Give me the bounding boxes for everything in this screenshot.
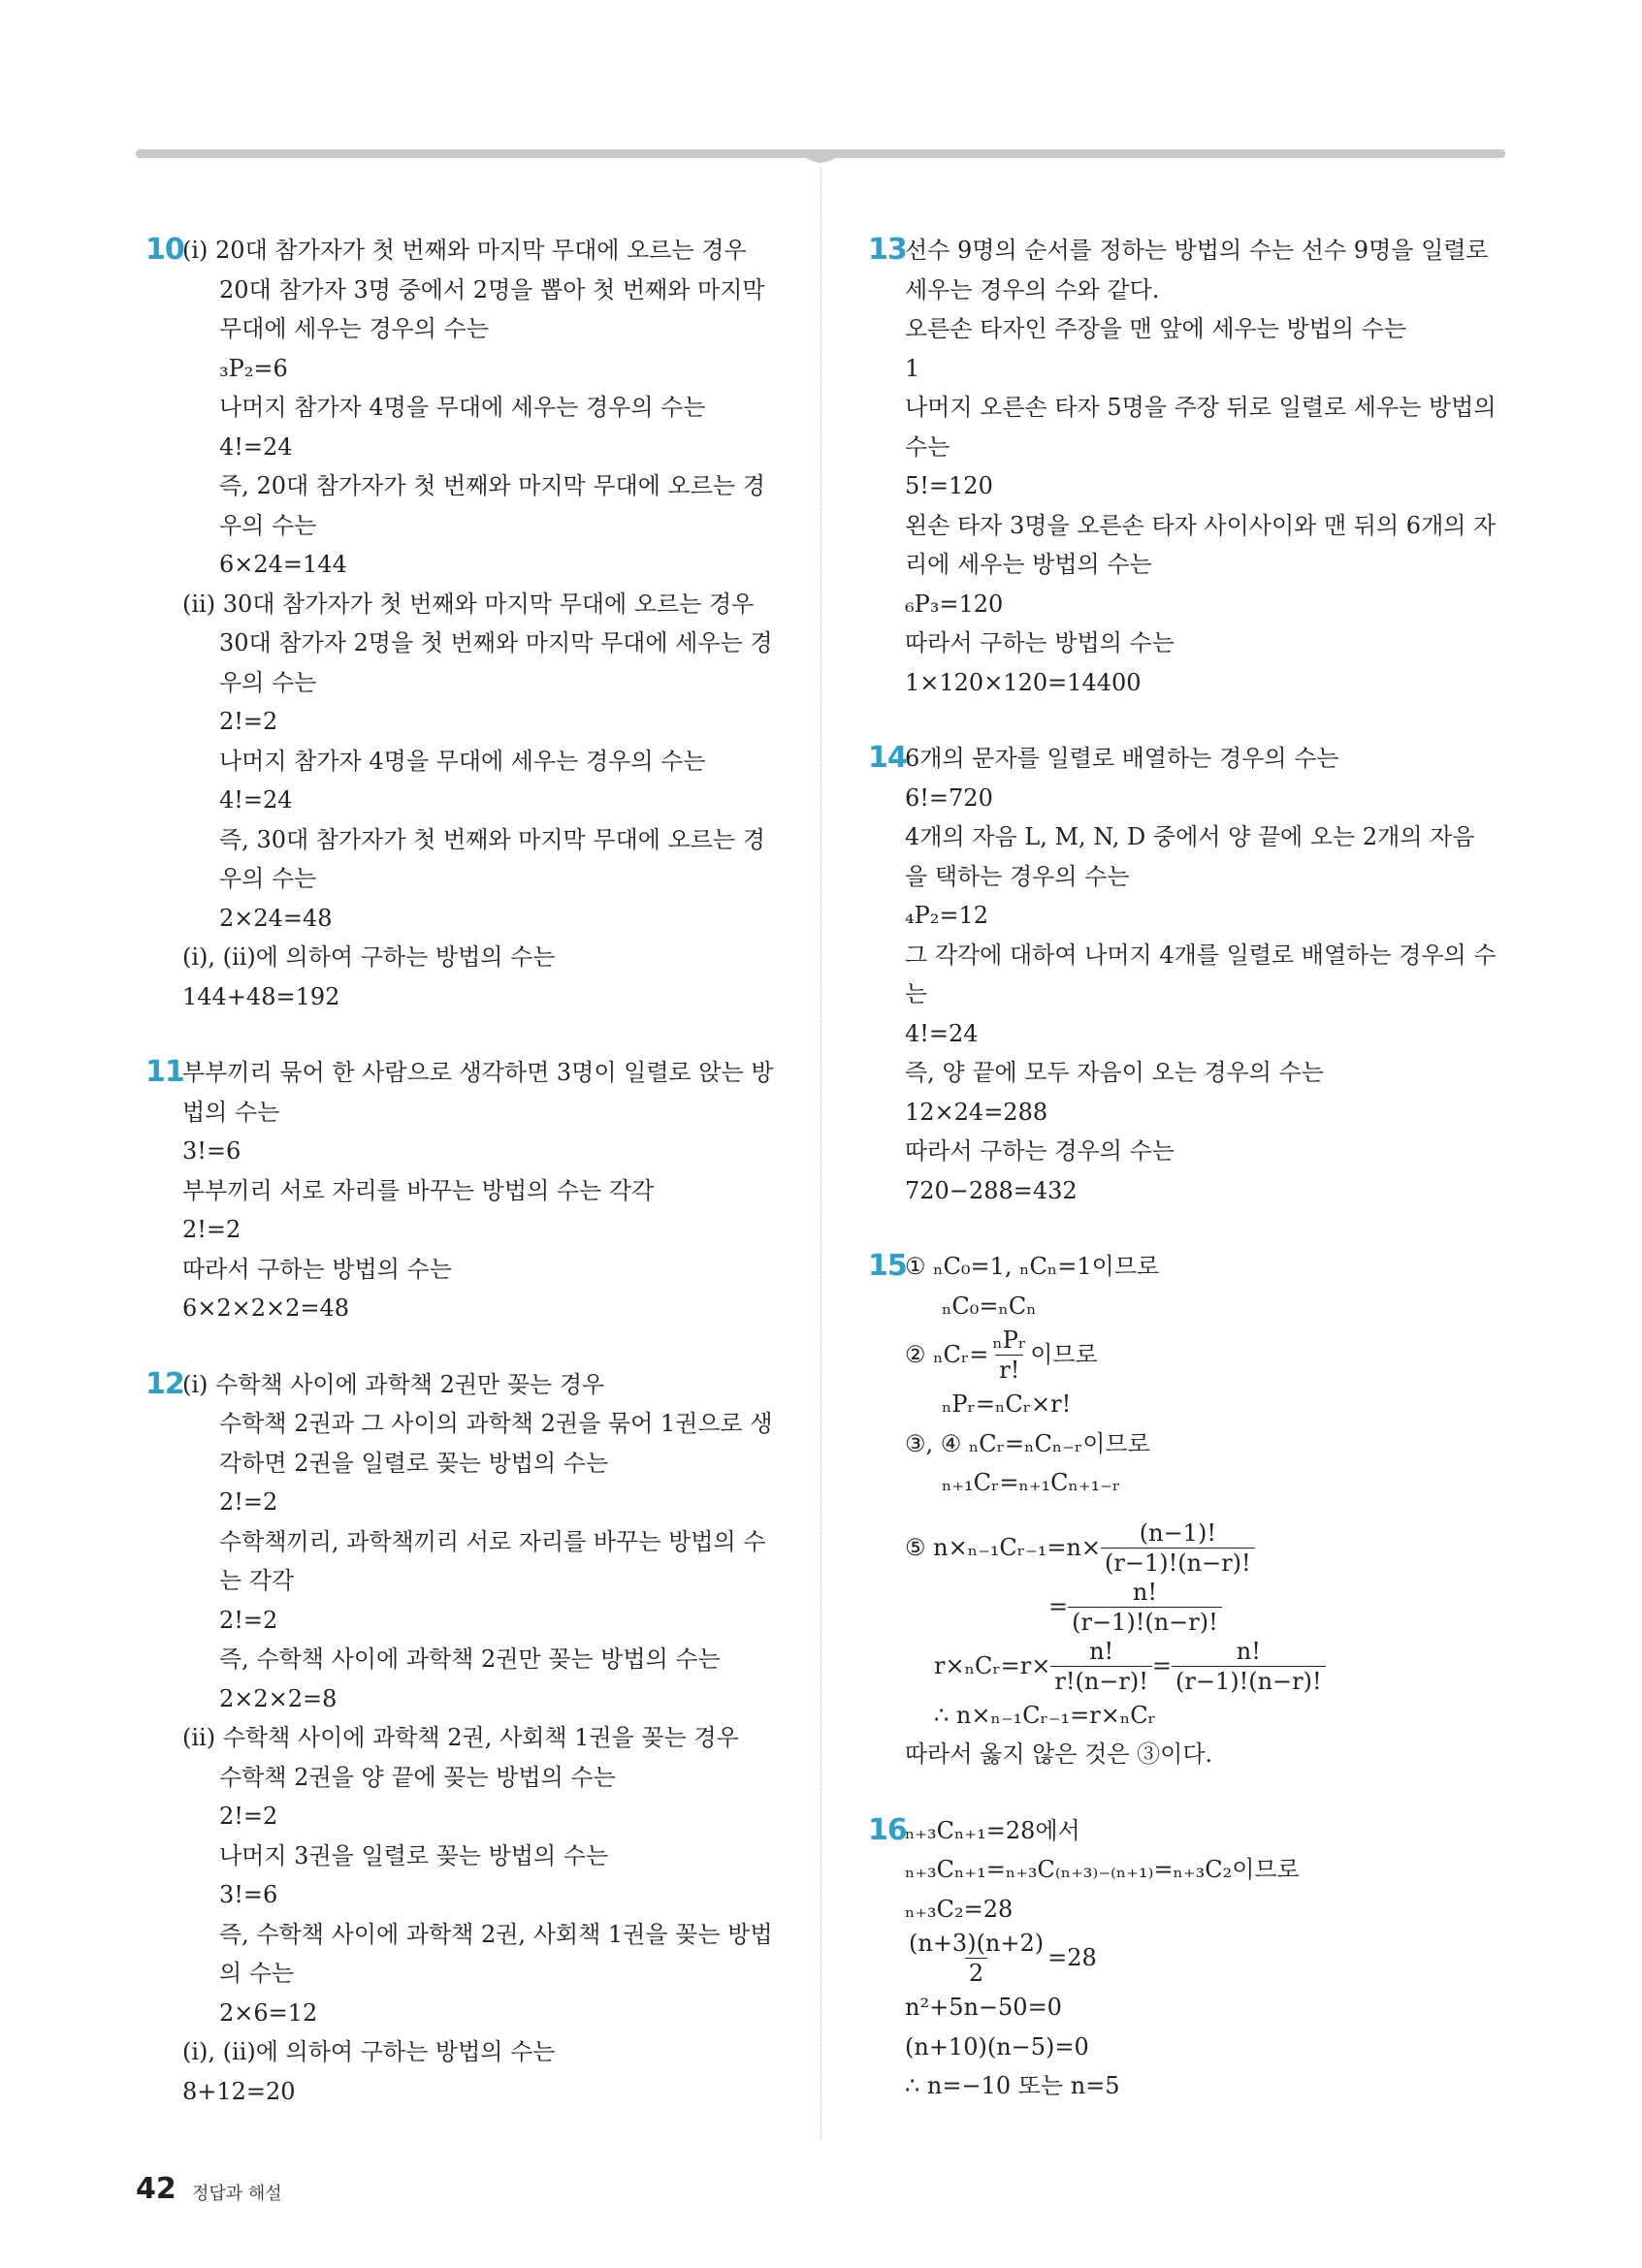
text-line: 수학책끼리, 과학책끼리 서로 자리를 바꾸는 방법의 수 [219,1527,766,1555]
problem-number: 10 [145,233,184,267]
problem-number: 12 [145,1366,184,1401]
equation: ₙC₀=ₙCₙ [942,1292,1037,1320]
text-line: 우의 수는 [219,668,317,696]
equation: 12×24=288 [905,1098,1048,1126]
text-line: 세우는 경우의 수와 같다. [905,275,1160,303]
text-line: 부부끼리 서로 자리를 바꾸는 방법의 수는 각각 [182,1176,655,1204]
answer-line: 따라서 옳지 않은 것은 ③이다. [905,1741,1213,1768]
equation: 6×24=144 [219,551,347,578]
text-line: 즉, 양 끝에 모두 자음이 오는 경우의 수는 [905,1059,1324,1086]
problem-11 [145,1053,786,1328]
text-line: 즉, 20대 참가자가 첫 번째와 마지막 무대에 오르는 경 [219,472,765,499]
text-line: 6개의 문자를 일렬로 배열하는 경우의 수는 [905,745,1339,772]
problem-16 [868,1811,1510,2106]
math-text: = [1151,1651,1172,1679]
text-line: 의 수는 [219,1960,295,1987]
text-line: 30대 참가자 2명을 첫 번째와 마지막 무대에 세우는 경 [219,629,773,656]
problem-number: 11 [145,1055,184,1089]
text-line: 각하면 2권을 일렬로 꽂는 방법의 수는 [219,1449,609,1477]
text-line: 우의 수는 [219,865,317,892]
text-line: 나머지 3권을 일렬로 꽂는 방법의 수는 [219,1841,609,1869]
text-line: 수학책 2권을 양 끝에 꽂는 방법의 수는 [219,1763,616,1791]
denominator: (r−1)!(n−r)! [1101,1548,1255,1578]
text-line: 즉, 30대 참가자가 첫 번째와 마지막 무대에 오르는 경 [219,825,765,853]
math-text: ② ₙCᵣ= [905,1341,989,1369]
text-line: (ⅰ), (ⅱ)에 의하여 구하는 방법의 수는 [182,943,556,971]
text-line: 즉, 수학책 사이에 과학책 2권만 꽂는 방법의 수는 [219,1645,721,1673]
text-line: 우의 수는 [219,511,317,539]
text-line: 나머지 참가자 4명을 무대에 세우는 경우의 수는 [219,394,706,421]
problem-number: 15 [868,1249,907,1283]
equation: ₙ₊₃Cₙ₊₁=ₙ₊₃C₍ₙ₊₃₎₋₍ₙ₊₁₎=ₙ₊₃C₂이므로 [905,1856,1300,1883]
fraction [1068,1578,1222,1637]
equation: 4!=24 [219,432,293,461]
text-line: 는 각각 [219,1567,295,1594]
equation [905,1637,1510,1696]
text-line: 무대에 세우는 경우의 수는 [219,315,489,342]
math-text: 이므로 [1030,1341,1098,1369]
text-line: 4개의 자음 L, M, N, D 중에서 양 끝에 오는 2개의 자음 [905,823,1475,850]
equation: ₙ₊₃Cₙ₊₁=28에서 [905,1816,1080,1844]
text-line: 수는 [905,432,950,461]
math-text: =28 [1047,1944,1097,1972]
equation: n²+5n−50=0 [905,1994,1062,2021]
text-line: 그 각각에 대하여 나머지 4개를 일렬로 배열하는 경우의 수 [905,941,1497,969]
fraction [905,1929,1047,1988]
equation: ₃P₂=6 [219,354,288,382]
text-line: 선수 9명의 순서를 정하는 방법의 수는 선수 9명을 일렬로 [905,237,1489,264]
section-title: 정답과 해설 [192,2184,282,2204]
equation: 4!=24 [219,786,293,814]
equation [905,1929,1510,1988]
answer-equation: 1×120×120=14400 [905,668,1142,696]
problem-number: 14 [868,741,907,775]
answer-equation: 6×2×2×2=48 [182,1294,350,1322]
case-heading: (ⅰ) 20대 참가자가 첫 번째와 마지막 무대에 오르는 경우 [182,237,747,264]
text-line: 을 택하는 경우의 수는 [905,862,1130,890]
text-line: 수학책 2권과 그 사이의 과학책 2권을 묶어 1권으로 생 [219,1410,773,1437]
equation: 2!=2 [182,1216,241,1243]
equation: 5!=120 [905,472,993,499]
equation: 2×2×2=8 [219,1684,338,1712]
equation [905,1578,1510,1637]
numerator: (n+3)(n+2) [909,1930,1045,1957]
numerator: (n−1)! [1139,1518,1216,1547]
right-column [868,231,1510,2106]
equation: ₙ₊₁Cᵣ=ₙ₊₁Cₙ₊₁₋ᵣ [942,1469,1121,1496]
fraction [1050,1637,1152,1696]
header-bar [136,149,1505,163]
answer-equation: 144+48=192 [182,982,340,1010]
problem-10 [145,231,786,1016]
text-line: 따라서 구하는 방법의 수는 [905,629,1175,656]
case-heading: (ⅱ) 수학책 사이에 과학책 2권, 사회책 1권을 꽂는 경우 [182,1724,739,1751]
text-line: 왼손 타자 3명을 오른손 타자 사이사이와 맨 뒤의 6개의 자 [905,511,1497,539]
fraction [1101,1518,1255,1578]
equation: ₙPᵣ=ₙCᵣ×r! [942,1390,1072,1418]
left-column [145,231,786,2111]
numerator: n! [1089,1637,1114,1665]
denominator: r!(n−r)! [1050,1666,1152,1696]
math-text: = [1048,1592,1069,1620]
page-number: 42 [136,2172,177,2206]
equation: 2×24=48 [219,904,333,932]
option-5 [905,1518,1510,1578]
numerator: n! [1236,1637,1261,1665]
text-line: 는 [905,980,928,1007]
text-line: 20대 참가자 3명 중에서 2명을 뽑아 첫 번째와 마지막 [219,275,765,303]
text-line: 나머지 오른손 타자 5명을 주장 뒤로 일렬로 세우는 방법의 [905,394,1497,421]
equation: 3!=6 [219,1881,278,1908]
text-line: 따라서 구하는 경우의 수는 [905,1137,1175,1165]
fraction [1172,1637,1326,1696]
denominator: r! [995,1355,1023,1385]
case-heading: (ⅱ) 30대 참가자가 첫 번째와 마지막 무대에 오르는 경우 [182,590,755,618]
equation: ₆P₃=120 [905,590,1004,618]
equation: 2!=2 [219,1606,278,1634]
denominator: 2 [965,1958,987,1988]
equation: 3!=6 [182,1137,241,1165]
text-line: 리에 세우는 방법의 수는 [905,551,1152,578]
problem-14 [868,739,1510,1210]
answer-equation: 8+12=20 [182,2077,296,2105]
option-3-4: ③, ④ ₙCᵣ=ₙCₙ₋ᵣ이므로 [905,1429,1150,1457]
math-text: ⑤ n×ₙ₋₁Cᵣ₋₁=n× [905,1533,1102,1561]
equation: 1 [905,354,920,382]
equation: 4!=24 [905,1019,979,1047]
problem-15 [868,1247,1510,1774]
conclusion: ∴ n×ₙ₋₁Cᵣ₋₁=r×ₙCᵣ [934,1701,1156,1729]
denominator: (r−1)!(n−r)! [1068,1607,1222,1637]
case-heading: (ⅰ) 수학책 사이에 과학책 2권만 꽂는 경우 [182,1370,605,1398]
option-2 [905,1326,1510,1385]
equation: ₄P₂=12 [905,902,989,929]
text-line: 법의 수는 [182,1098,280,1126]
equation: 2!=2 [219,1488,278,1516]
numerator: n! [1132,1578,1157,1606]
math-text: r×ₙCᵣ=r× [934,1651,1051,1679]
equation: 2!=2 [219,708,278,735]
equation: ₙ₊₃C₂=28 [905,1895,1014,1923]
numerator: ₙPᵣ [992,1326,1027,1354]
text-line: 즉, 수학책 사이에 과학책 2권, 사회책 1권을 꽂는 방법 [219,1920,773,1948]
equation: (n+10)(n−5)=0 [905,2032,1089,2060]
option-1: ① ₙC₀=1, ₙCₙ=1이므로 [905,1253,1160,1280]
denominator: (r−1)!(n−r)! [1172,1666,1326,1696]
equation: 6!=720 [905,783,993,812]
text-line: 오른손 타자인 주장을 맨 앞에 세우는 방법의 수는 [905,315,1407,342]
problem-number: 16 [868,1812,907,1847]
problem-13 [868,231,1510,702]
fraction [988,1326,1030,1385]
text-line: 따라서 구하는 방법의 수는 [182,1255,452,1283]
problem-12 [145,1365,786,2112]
answer-equation: 720−288=432 [905,1176,1078,1204]
equation: 2×6=12 [219,1998,318,2027]
text-line: 나머지 참가자 4명을 무대에 세우는 경우의 수는 [219,747,706,775]
conclusion: ∴ n=−10 또는 n=5 [905,2072,1120,2099]
equation: 2!=2 [219,1803,278,1830]
problem-number: 13 [868,233,907,267]
text-line: 부부끼리 묶어 한 사람으로 생각하면 3명이 일렬로 앉는 방 [182,1059,774,1086]
text-line: (ⅰ), (ⅱ)에 의하여 구하는 방법의 수는 [182,2038,556,2065]
